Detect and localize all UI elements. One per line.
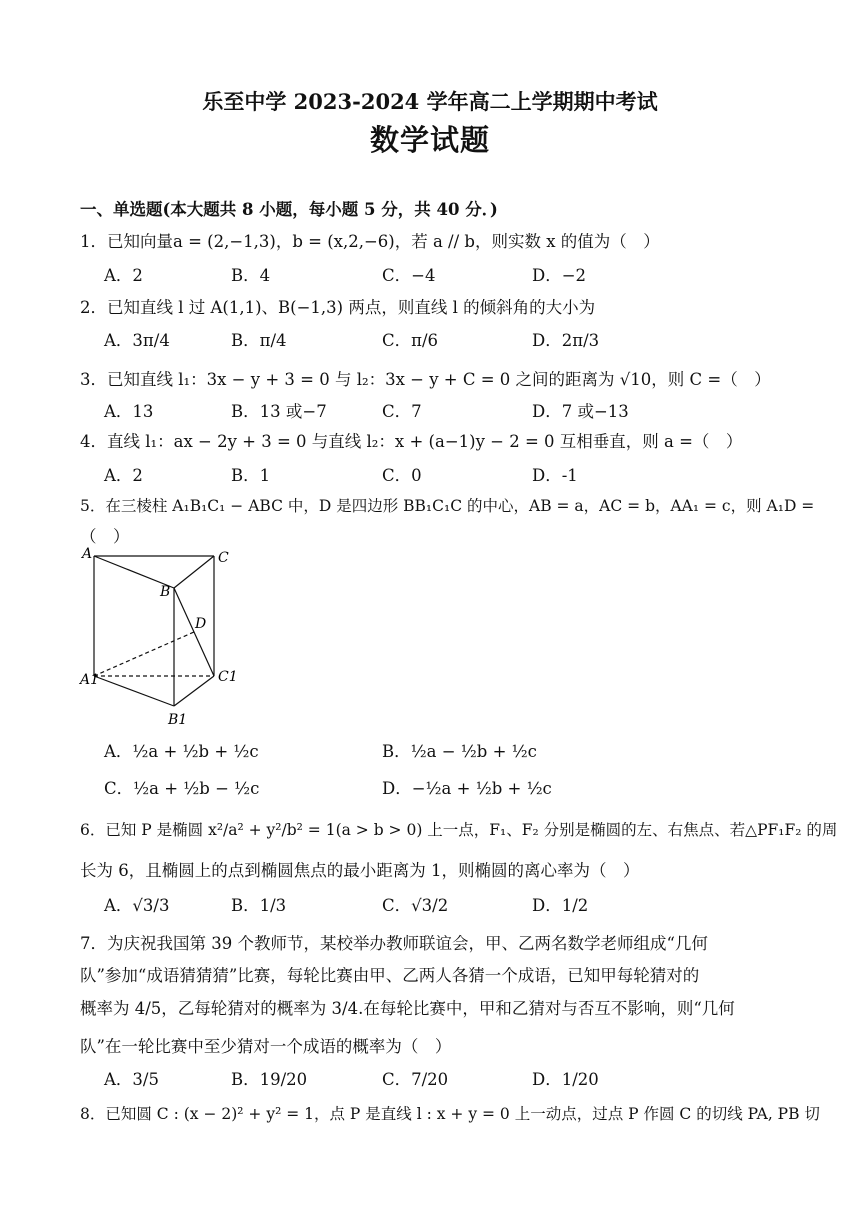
- q1-option-a: A．2: [104, 266, 143, 285]
- exam-title: 乐至中学 2023-2024 学年高二上学期期中考试: [202, 89, 658, 114]
- q4-option-a: A．2: [104, 466, 143, 485]
- question-7-line-3: 概率为 4/5，乙每轮猜对的概率为 3/4.在每轮比赛中，甲和乙猜对与否互不影响，则“几何: [80, 999, 735, 1018]
- q7-option-c: C．7/20: [382, 1070, 449, 1089]
- q5-option-a: A．½a + ½b + ½c: [104, 742, 259, 761]
- q7-option-b: B．19/20: [231, 1070, 308, 1089]
- q3-option-a: A．13: [104, 402, 154, 421]
- label-a: A: [82, 546, 93, 562]
- question-4-stem: 4．直线 l₁：ax − 2y + 3 = 0 与直线 l₂：x + (a−1)y − 2 = 0 互相垂直，则 a =（ ）: [80, 432, 743, 451]
- question-7-line-4: 队”在一轮比赛中至少猜对一个成语的概率为（ ）: [80, 1037, 452, 1056]
- question-6-stem: 6．已知 P 是椭圆 x²/a² + y²/b² = 1(a > b > 0) 上一点，F₁、F₂ 分别是椭圆的左、右焦点、若△PF₁F₂ 的周: [80, 821, 838, 839]
- q3-option-b: B．13 或−7: [231, 402, 327, 421]
- q6-option-c: C．√3/2: [382, 896, 449, 915]
- q3-option-d: D．7 或−13: [532, 402, 629, 421]
- question-3-stem: 3．已知直线 l₁：3x − y + 3 = 0 与 l₂：3x − y + C = 0 之间的距离为 √10，则 C =（ ）: [80, 370, 771, 389]
- q2-option-c: C．π/6: [382, 331, 439, 350]
- q2-option-a: A．3π/4: [104, 331, 170, 350]
- q1-option-c: C．−4: [382, 266, 436, 285]
- q5-option-c: C．½a + ½b − ½c: [104, 779, 260, 798]
- q4-option-d: D．-1: [532, 466, 578, 485]
- q2-option-d: D．2π/3: [532, 331, 600, 350]
- q5-option-b: B．½a − ½b + ½c: [382, 742, 537, 761]
- question-5-stem: 5．在三棱柱 A₁B₁C₁ − ABC 中，D 是四边形 BB₁C₁C 的中心，AB = a，AC = b，AA₁ = c，则 A₁D =: [80, 497, 815, 515]
- question-7-stem: 7．为庆祝我国第 39 个教师节，某校举办教师联谊会，甲、乙两名数学老师组成“几何: [80, 934, 708, 953]
- q1-option-b: B．4: [231, 266, 271, 285]
- question-7-line-2: 队”参加“成语猜猜猜”比赛，每轮比赛由甲、乙两人各猜一个成语，已知甲每轮猜对的: [80, 966, 700, 985]
- question-6-stem-cont: 长为 6，且椭圆上的点到椭圆焦点的最小距离为 1，则椭圆的离心率为（ ）: [80, 861, 640, 880]
- question-1-stem: 1．已知向量a = (2,−1,3)，b = (x,2,−6)，若 a // b，则实数 x 的值为（ ）: [80, 232, 660, 251]
- label-d: D: [195, 616, 207, 632]
- label-a1: A1: [80, 672, 100, 688]
- q5-option-d: D．−½a + ½b + ½c: [382, 779, 552, 798]
- q6-option-d: D．1/2: [532, 896, 589, 915]
- label-c: C: [218, 550, 229, 566]
- label-b1: B1: [168, 712, 188, 728]
- q6-option-b: B．1/3: [231, 896, 287, 915]
- label-c1: C1: [218, 669, 238, 685]
- label-b: B: [160, 584, 171, 600]
- question-2-stem: 2．已知直线 l 过 A(1,1)、B(−1,3) 两点，则直线 l 的倾斜角的大小为: [80, 298, 596, 317]
- question-5-stem-cont: （ ）: [80, 527, 130, 546]
- q6-option-a: A．√3/3: [104, 896, 170, 915]
- prism-figure: [78, 544, 248, 728]
- q7-option-a: A．3/5: [104, 1070, 159, 1089]
- q3-option-c: C．7: [382, 402, 422, 421]
- q7-option-d: D．1/20: [532, 1070, 599, 1089]
- q2-option-b: B．π/4: [231, 331, 287, 350]
- question-8-stem: 8．已知圆 C : (x − 2)² + y² = 1，点 P 是直线 l : x + y = 0 上一动点，过点 P 作圆 C 的切线 PA, PB 切: [80, 1105, 820, 1123]
- exam-subtitle: 数学试题: [369, 123, 490, 157]
- q4-option-c: C．0: [382, 466, 422, 485]
- q1-option-d: D．−2: [532, 266, 587, 285]
- section-heading: 一、单选题(本大题共 8 小题，每小题 5 分，共 40 分．): [80, 200, 498, 219]
- q4-option-b: B．1: [231, 466, 271, 485]
